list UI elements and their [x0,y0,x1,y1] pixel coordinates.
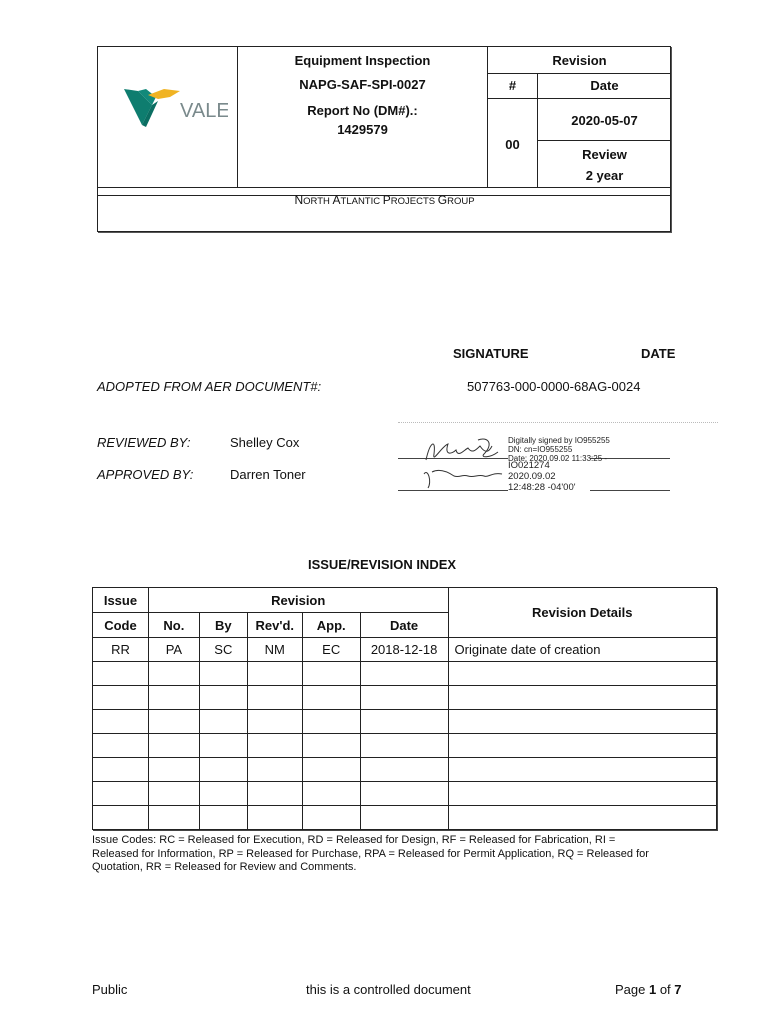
table-row [93,758,717,782]
approved-name: Darren Toner [230,467,306,482]
cell-details: Originate date of creation [448,638,716,662]
table-row [93,782,717,806]
col-date-header: Date [360,613,448,638]
cell-details [448,782,716,806]
revision-heading: Revision [552,53,607,68]
rev-hash-label: # [508,78,517,93]
footer-controlled-note: this is a controlled document [306,982,471,997]
cell-code [93,686,149,710]
document-header [97,46,671,232]
review-period: 2 year [585,168,624,183]
table-row [93,734,717,758]
cell-no [148,806,199,830]
doc-title: Equipment Inspection [294,53,431,68]
cell-app [302,806,360,830]
cell-date: 2018-12-18 [360,638,448,662]
cell-app [302,710,360,734]
col-revd-header: Rev'd. [247,613,302,638]
footer-classification: Public [92,982,128,997]
cell-app [302,686,360,710]
table-row [93,662,717,686]
cell-revd [247,662,302,686]
table-row [93,638,717,662]
adopted-label: ADOPTED FROM AER DOCUMENT#: [97,379,322,394]
cell-code: RR [93,638,149,662]
table-row [93,710,717,734]
revision-details-header: Revision Details [448,588,716,638]
col-app-header: App. [302,613,360,638]
rev-number: 00 [505,137,520,152]
cell-date [360,734,448,758]
cell-code [93,734,149,758]
cell-by [199,758,247,782]
signature-heading: SIGNATURE [453,346,529,361]
cell-app: EC [302,638,360,662]
cell-details [448,710,716,734]
adopted-value: 507763-000-0000-68AG-0024 [467,379,641,394]
cell-no [148,686,199,710]
cell-code [93,806,149,830]
cell-app [302,662,360,686]
rev-date: 2020-05-07 [571,113,638,128]
issue-code-header: Issue [93,588,149,613]
doc-number: NAPG-SAF-SPI-0027 [299,77,426,92]
cell-revd [247,686,302,710]
cell-by [199,686,247,710]
table-row [93,806,717,830]
cell-details [448,662,716,686]
cell-no [148,782,199,806]
cell-by [199,806,247,830]
cell-date [360,782,448,806]
cell-by [199,782,247,806]
table-row [93,686,717,710]
cell-code [93,710,149,734]
cell-no: PA [148,638,199,662]
cell-details [448,758,716,782]
footer-page-number: Page 1 of 7 [615,982,682,997]
issue-codes-note: Issue Codes: RC = Released for Execution, RD = Released for Design, RF = Released for Fabrication, RI = Released for Information, RP = Released for Purchase, RPA = Released for Permit Application, RQ = Released for Quotation, RR = Released for Review and Comments. [92,834,649,873]
cell-by [199,662,247,686]
review-label: Review [582,147,627,162]
report-label: Report No (DM#).: [307,103,418,118]
vale-logo-icon [124,85,228,131]
cell-no [148,758,199,782]
cell-date [360,710,448,734]
cell-no [148,710,199,734]
cell-revd [247,734,302,758]
cell-revd [247,782,302,806]
cell-revd: NM [247,638,302,662]
cell-no [148,662,199,686]
date-line-approved [590,490,670,491]
cell-app [302,782,360,806]
cell-revd [247,806,302,830]
signature-field-border [398,422,718,423]
cell-no [148,734,199,758]
approved-label: APPROVED BY: [97,467,194,482]
issue-code-header-line2: Code [93,613,149,638]
col-by-header: By [199,613,247,638]
vale-logo [124,85,228,131]
rev-date-label: Date [590,78,619,93]
logo-text: VALE [180,100,228,122]
cell-by: SC [199,638,247,662]
cell-details [448,806,716,830]
reviewed-label: REVIEWED BY: [97,435,191,450]
revision-index-title: ISSUE/REVISION INDEX [307,557,457,572]
cell-by [199,710,247,734]
report-number: 1429579 [337,122,388,137]
cell-date [360,662,448,686]
cell-details [448,686,716,710]
cell-date [360,686,448,710]
cell-revd [247,710,302,734]
cell-app [302,734,360,758]
col-no-header: No. [148,613,199,638]
date-heading: DATE [641,346,676,361]
revision-index-table [92,587,717,830]
handwritten-signatures [418,432,518,492]
cell-date [360,806,448,830]
cell-by [199,734,247,758]
cell-details [448,734,716,758]
cell-code [93,782,149,806]
cell-revd [247,758,302,782]
group-name: NORTH ATLANTIC PROJECTS GROUP [294,193,475,207]
digital-signature-stamp-approver: IO021274 2020.09.02 12:48:28 -04'00' [508,460,576,493]
cell-app [302,758,360,782]
revision-group-header: Revision [148,588,448,613]
digital-signature-stamp-reviewer: Digitally signed by IO955255 DN: cn=IO955255 Date: 2020.09.02 11:33:25 - [508,436,610,463]
cell-code [93,758,149,782]
cell-date [360,758,448,782]
reviewed-name: Shelley Cox [230,435,300,450]
cell-code [93,662,149,686]
